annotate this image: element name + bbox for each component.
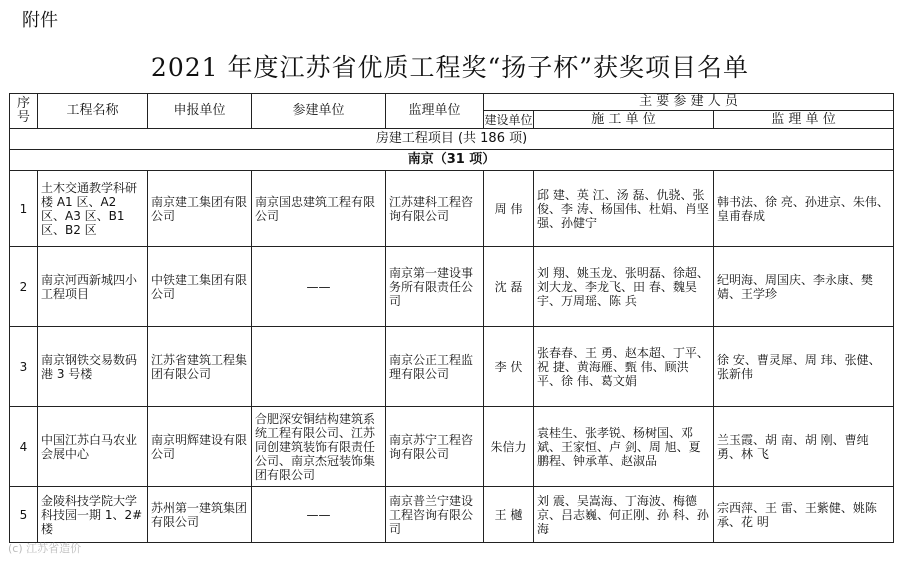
- document-title: 2021 年度江苏省优质工程奖“扬子杯”获奖项目名单: [150, 53, 750, 82]
- cell-supervision: 宗西萍、王 雷、王紫健、姚陈承、花 明: [714, 487, 894, 543]
- watermark: (c) 江苏省造价: [8, 542, 82, 555]
- attachment-label: 附件: [22, 10, 58, 31]
- table-row: [10, 407, 894, 487]
- cell-builder: 朱信力: [484, 407, 534, 487]
- table-row: [10, 327, 894, 407]
- table-row: [10, 247, 894, 327]
- cell-builder: 周 伟: [484, 171, 534, 247]
- cell-applicant: 中铁建工集团有限公司: [148, 247, 252, 327]
- header-applicant: 申报单位: [148, 94, 252, 129]
- cell-supervisor: 南京普兰宁建设工程咨询有限公司: [386, 487, 484, 543]
- subsection-row: [10, 150, 894, 171]
- cell-no: 3: [10, 327, 38, 407]
- cell-participant: [252, 327, 386, 407]
- section-row: [10, 129, 894, 150]
- header-no: 序号: [10, 94, 38, 129]
- cell-applicant: 江苏省建筑工程集团有限公司: [148, 327, 252, 407]
- cell-builder: 王 樾: [484, 487, 534, 543]
- header-construction: 施 工 单 位: [534, 111, 714, 129]
- cell-participant: 南京国忠建筑工程有限公司: [252, 171, 386, 247]
- cell-construction: 刘 翔、姚玉龙、张明磊、徐超、刘大龙、李龙飞、田 春、魏昊宇、万周瑶、陈 兵: [534, 247, 714, 327]
- cell-applicant: 南京明辉建设有限公司: [148, 407, 252, 487]
- cell-builder: 李 伏: [484, 327, 534, 407]
- cell-supervision: 兰玉霞、胡 南、胡 刚、曹纯勇、林 飞: [714, 407, 894, 487]
- cell-construction: 张春春、王 勇、赵本超、丁平、祝 捷、黄海雁、甄 伟、顾洪平、徐 伟、葛文娟: [534, 327, 714, 407]
- cell-construction: 袁桂生、张孝锐、杨树国、邓斌、王家恒、卢 剑、周 旭、夏鹏程、钟承革、赵淑品: [534, 407, 714, 487]
- cell-no: 4: [10, 407, 38, 487]
- cell-supervisor: 南京第一建设事务所有限责任公司: [386, 247, 484, 327]
- cell-project: 土木交通教学科研楼 A1 区、A2 区、A3 区、B1 区、B2 区: [38, 171, 148, 247]
- cell-project: 中国江苏白马农业会展中心: [38, 407, 148, 487]
- header-supervisor: 监理单位: [386, 94, 484, 129]
- header-main-personnel: 主 要 参 建 人 员: [484, 94, 894, 111]
- cell-builder: 沈 磊: [484, 247, 534, 327]
- cell-supervision: 纪明海、周国庆、李永康、樊婧、王学珍: [714, 247, 894, 327]
- award-table: [9, 93, 894, 543]
- cell-construction: 邱 建、英 江、汤 磊、仇骁、张 俊、李 涛、杨国伟、杜娟、肖坚强、孙健宁: [534, 171, 714, 247]
- cell-supervision: 韩书法、徐 亮、孙进京、朱伟、皇甫春成: [714, 171, 894, 247]
- cell-supervisor: 南京苏宁工程咨询有限公司: [386, 407, 484, 487]
- cell-construction: 刘 震、吴嵩海、丁海波、梅德京、吕志巍、何正刚、孙 科、孙海: [534, 487, 714, 543]
- header-builder: 建设单位: [484, 112, 533, 127]
- section-title: 房建工程项目 (共 186 项): [10, 129, 894, 150]
- table-row: [10, 487, 894, 543]
- cell-participant: 合肥深安铜结构建筑系统工程有限公司、江苏同创建筑装饰有限责任公司、南京杰冠装饰集团有限公司: [252, 407, 386, 487]
- cell-applicant: 苏州第一建筑集团有限公司: [148, 487, 252, 543]
- table-row: [10, 171, 894, 247]
- cell-participant: ——: [252, 487, 386, 543]
- header-row-1: [10, 94, 894, 111]
- cell-project: 南京钢铁交易数码港 3 号楼: [38, 327, 148, 407]
- cell-supervisor: 江苏建科工程咨询有限公司: [386, 171, 484, 247]
- header-supervision: 监 理 单 位: [714, 111, 894, 129]
- cell-applicant: 南京建工集团有限公司: [148, 171, 252, 247]
- cell-participant: ——: [252, 247, 386, 327]
- cell-no: 1: [10, 171, 38, 247]
- cell-no: 5: [10, 487, 38, 543]
- header-project: 工程名称: [38, 94, 148, 129]
- cell-project: 金陵科技学院大学科技园一期 1、2#楼: [38, 487, 148, 543]
- cell-project: 南京河西新城四小工程项目: [38, 247, 148, 327]
- header-participant: 参建单位: [252, 94, 386, 129]
- subsection-title: 南京（31 项）: [10, 150, 894, 171]
- cell-no: 2: [10, 247, 38, 327]
- cell-supervisor: 南京公正工程监理有限公司: [386, 327, 484, 407]
- cell-supervision: 徐 安、曹灵犀、周 玮、张健、张新伟: [714, 327, 894, 407]
